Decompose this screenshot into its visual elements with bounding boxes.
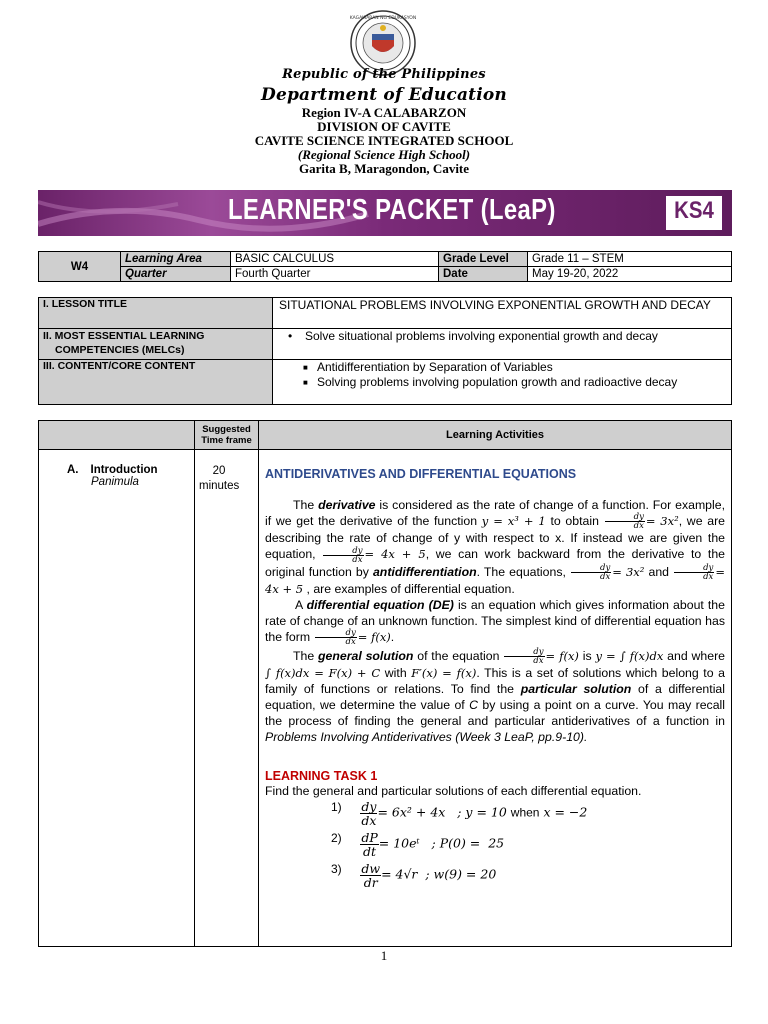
leap-banner — [38, 190, 732, 236]
content-item-2: Solving problems involving population growth and radioactive decay — [317, 375, 678, 389]
quarter-label: Quarter — [121, 267, 231, 282]
square-bullet-icon: ■ — [303, 363, 308, 372]
derivative-paragraph: The derivative is considered as the rate of change of a function. For example, if we get the derivative of the function y = x³ + 1 to obtain $\frac{dy}{dx}$ = 3x², we are describing the rate of change of y with respect to x. If instead we are given the equation, $\frac{dy}{dx}$ = 4x + 5, we can work backward from the derivative to the original function by antidifferentiation. The equations, $\frac{dy}{dx}$ = 3x² and $\frac{dy}{dx}$ = 4x + 5 , are examples of differential equation. — [265, 498, 726, 596]
content-value — [273, 360, 732, 405]
address-heading: Garita B, Maragondon, Cavite — [298, 161, 470, 176]
lesson-title-value: SITUATIONAL PROBLEMS INVOLVING EXPONENTIAL GROWTH AND DECAY — [273, 298, 732, 329]
time-value: 20 minutes — [199, 465, 240, 492]
svg-text:KAGAWARAN NG EDUKASYON: KAGAWARAN NG EDUKASYON — [350, 16, 416, 21]
melc-label — [39, 329, 273, 360]
section-title: Introduction — [90, 464, 158, 476]
department-heading: Department of Education — [261, 85, 507, 105]
school-type-heading: (Regional Science High School) — [297, 147, 471, 162]
general-solution-paragraph: The general solution of the equation $\frac{dy}{dx}$ = f(x) is y = ∫ f(x)dx and where ∫ f(x)dx = F(x) + C with F′(x) = f(x). This is a set of solutions which belong to a family of functions or relations. To find the particular solution of a differential equation, we determine the value of C by using a point on a curve. You may recall the process of finding the general and particular antiderivatives of a function in Problems Involving Antiderivatives (Week 3 LeaP, pp.9-10). — [265, 647, 726, 745]
grade-level-value: Grade 11 – STEM — [528, 252, 732, 267]
date-label: Date — [439, 267, 528, 282]
section-subtitle: Panimula — [91, 476, 139, 488]
school-heading: CAVITE SCIENCE INTEGRATED SCHOOL — [254, 133, 514, 148]
task-item-3: 3) $\frac{dw}{dr}$ = 4√r ; w(9) = 20 — [331, 861, 497, 891]
quarter-value: Fourth Quarter — [231, 267, 439, 282]
learning-activities-header: Learning Activities — [259, 421, 732, 450]
activities-table — [38, 420, 732, 947]
section-cell — [39, 450, 195, 947]
info-table — [38, 251, 732, 282]
grade-level-label: Grade Level — [439, 252, 528, 267]
task-heading: LEARNING TASK 1 — [265, 769, 378, 784]
melc-text: Solve situational problems involving exponential growth and decay — [305, 329, 658, 343]
region-heading: Region IV-A CALABARZON — [301, 105, 467, 120]
bullet-icon: • — [288, 329, 293, 343]
section-letter: A. — [67, 464, 79, 476]
square-bullet-icon: ■ — [303, 378, 308, 387]
week-cell: W4 — [39, 252, 121, 282]
melc-value — [273, 329, 732, 360]
date-value: May 19-20, 2022 — [528, 267, 732, 282]
activities-cell — [259, 450, 732, 947]
banner-title: LEARNER'S PACKET (LeaP) — [228, 194, 556, 226]
learning-area-value: BASIC CALCULUS — [231, 252, 439, 267]
banner-badge: KS4 — [674, 197, 714, 224]
time-frame-header: Suggested Time frame — [195, 421, 259, 450]
time-cell — [195, 450, 259, 947]
melc-label-line-2: COMPETENCIES (MELCs) — [55, 344, 185, 356]
lesson-table — [38, 297, 732, 405]
task-item-1: 1) $\frac{dy}{dx}$ = 6x² + 4x ; y = 10 when x = −2 — [331, 799, 588, 829]
republic-heading: Republic of the Philippines — [282, 67, 486, 82]
division-heading: DIVISION OF CAVITE — [317, 119, 451, 134]
lesson-title-label: I. LESSON TITLE — [39, 298, 273, 329]
task-item-2: 2) $\frac{dP}{dt}$ = 10eᵗ ; P(0) = 25 — [331, 830, 505, 860]
melc-label-line-1: II. MOST ESSENTIAL LEARNING — [43, 330, 205, 342]
de-paragraph: A differential equation (DE) is an equation which gives information about the rate of change of an unknown function. The simplest kind of differential equation has the form $\frac{dy}{dx}$ = f(x). — [265, 597, 725, 647]
activities-heading: ANTIDERIVATIVES AND DIFFERENTIAL EQUATIONS — [265, 467, 577, 481]
task-instruction: Find the general and particular solutions of each differential equation. — [265, 784, 642, 799]
page-number: 1 — [380, 948, 388, 963]
task-equations — [265, 798, 725, 898]
content-item-1: Antidifferentiation by Separation of Variables — [317, 360, 553, 374]
content-label: III. CONTENT/CORE CONTENT — [39, 360, 273, 405]
learning-area-label: Learning Area — [121, 252, 231, 267]
